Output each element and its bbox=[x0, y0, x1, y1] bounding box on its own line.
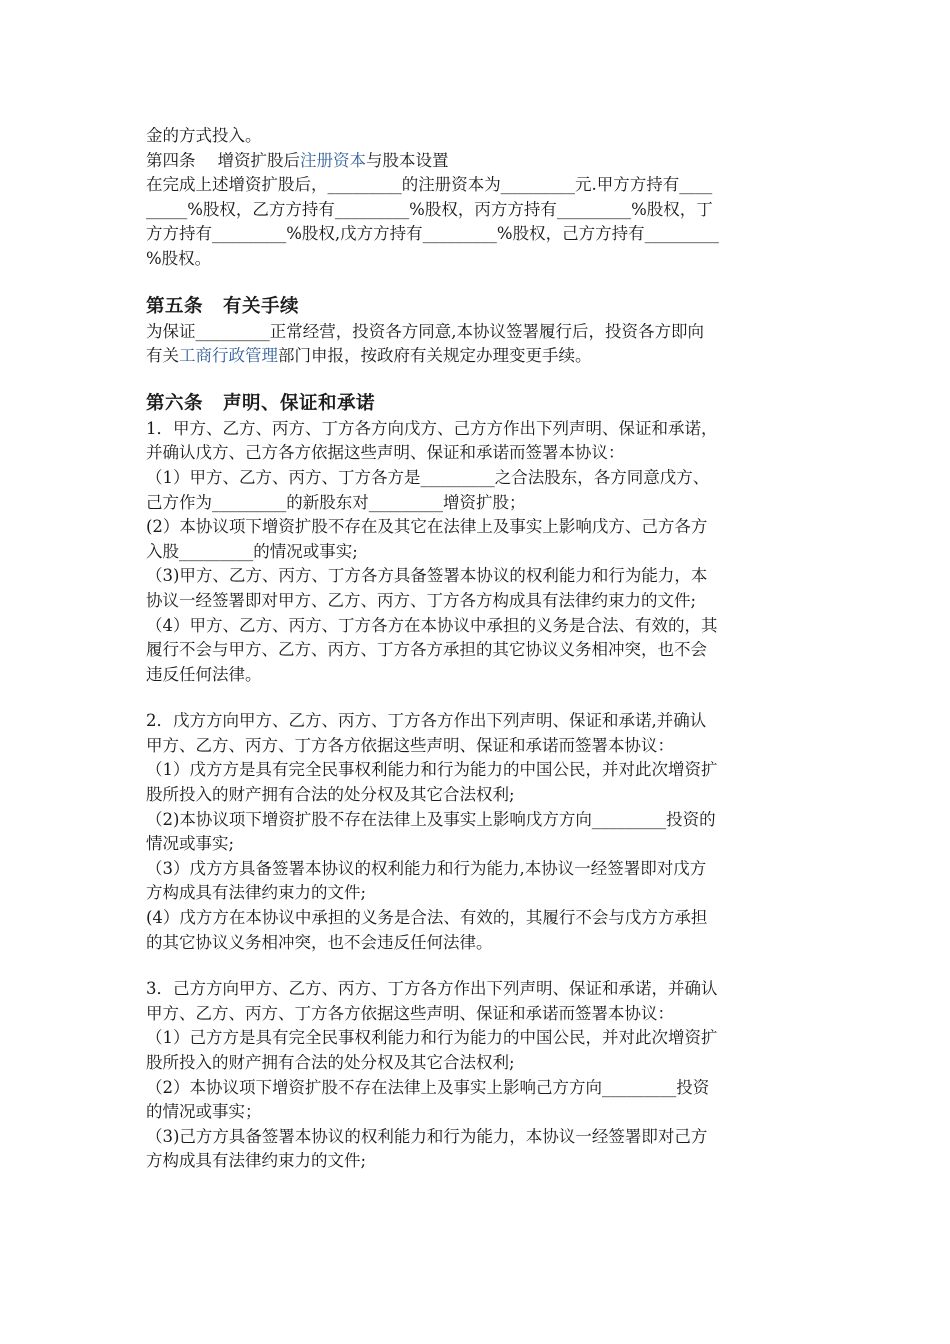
text-line: 为保证_________正常经营，投资各方同意,本协议签署履行后，投资各方即向 bbox=[146, 321, 704, 341]
text-line: 方方持有_________%股权,戊方方持有_________%股权，己方方持有_________ bbox=[146, 224, 719, 244]
text-line: 方构成具有法律约束力的文件; bbox=[146, 1151, 367, 1171]
registered-capital-link[interactable]: 注册资本 bbox=[300, 150, 366, 170]
article-6-heading bbox=[146, 391, 808, 417]
text-line: %股权。 bbox=[146, 248, 212, 268]
text-line: (2）本协议项下增资扩股不存在及其它在法律上及事实上影响戊方、己方各方 bbox=[146, 517, 708, 537]
text-line: 情况或事实; bbox=[146, 834, 235, 854]
text-line: 己方作为_________的新股东对_________增资扩股； bbox=[146, 492, 526, 512]
text-line: 的情况或事实； bbox=[146, 1102, 262, 1122]
article-number: 第六条 bbox=[146, 392, 204, 414]
text-line: （3）戊方方具备签署本协议的权利能力和行为能力,本协议一经签署即对戊方 bbox=[146, 858, 707, 878]
paragraph: 金的方式投入。 bbox=[146, 126, 262, 145]
text-line: 入股_________的情况或事实; bbox=[146, 541, 358, 561]
text-line: （1）甲方、乙方、丙方、丁方各方是_________之合法股东，各方同意戊方、 bbox=[146, 467, 710, 487]
article-title: 声明、保证和承诺 bbox=[223, 392, 376, 414]
text-line: 甲方、乙方、丙方、丁方各方依据这些声明、保证和承诺而签署本协议： bbox=[146, 1003, 674, 1023]
text-line: 方构成具有法律约束力的文件; bbox=[146, 883, 367, 903]
text-line: 的其它协议义务相冲突，也不会违反任何法律。 bbox=[146, 932, 493, 952]
article-title-part: 增资扩股后 bbox=[217, 150, 300, 170]
administration-link[interactable]: 工商行政管理 bbox=[179, 346, 278, 366]
text-line: 在完成上述增资扩股后，_________的注册资本为_________元.甲方方持有____ bbox=[146, 175, 713, 195]
text-line: 并确认戊方、己方各方依据这些声明、保证和承诺而签署本协议： bbox=[146, 443, 625, 463]
article-title-part: 与股本设置 bbox=[366, 150, 449, 170]
text-line: （3)甲方、乙方、丙方、丁方各方具备签署本协议的权利能力和行为能力，本 bbox=[146, 566, 708, 586]
text-line: _____%股权，乙方方持有_________%股权，丙方方持有_________%股权，丁 bbox=[146, 199, 713, 219]
article-number: 第四条 bbox=[146, 150, 196, 170]
text-line: 1．甲方、乙方、丙方、丁方各方向戊方、己方方作出下列声明、保证和承诺， bbox=[146, 418, 718, 438]
text-line: （2）本协议项下增资扩股不存在法律上及事实上影响己方方向_________投资 bbox=[146, 1077, 710, 1097]
text-fragment: 有关 bbox=[146, 346, 179, 366]
text-line: （1）戊方方是具有完全民事权利能力和行为能力的中国公民，并对此次增资扩 bbox=[146, 760, 718, 780]
text-line: (4）戊方方在本协议中承担的义务是合法、有效的，其履行不会与戊方方承担 bbox=[146, 908, 708, 928]
article-number: 第五条 bbox=[146, 295, 204, 317]
text-line: 股所投入的财产拥有合法的处分权及其它合法权利; bbox=[146, 785, 515, 805]
text-line: 违反任何法律。 bbox=[146, 664, 262, 684]
text-line: 2．戊方方向甲方、乙方、丙方、丁方各方作出下列声明、保证和承诺,并确认 bbox=[146, 711, 707, 731]
text-line: 3．己方方向甲方、乙方、丙方、丁方各方作出下列声明、保证和承诺，并确认 bbox=[146, 979, 718, 999]
document-page bbox=[146, 124, 808, 1174]
article-title: 有关手续 bbox=[223, 295, 300, 317]
text-line: 履行不会与甲方、乙方、丙方、丁方各方承担的其它协议义务相冲突，也不会 bbox=[146, 640, 707, 660]
text-fragment: 部门申报，按政府有关规定办理变更手续。 bbox=[278, 346, 592, 366]
text-line: （3)己方方具备签署本协议的权利能力和行为能力，本协议一经签署即对己方 bbox=[146, 1126, 708, 1146]
text-line: （2)本协议项下增资扩股不存在法律上及事实上影响戊方方向_________投资的 bbox=[146, 809, 716, 829]
text-line bbox=[146, 344, 808, 369]
text-line: （1）己方方是具有完全民事权利能力和行为能力的中国公民，并对此次增资扩 bbox=[146, 1028, 718, 1048]
text-line: 协议一经签署即对甲方、乙方、丙方、丁方各方构成具有法律约束力的文件; bbox=[146, 590, 697, 610]
article-4-heading bbox=[146, 149, 808, 174]
text-line: （4）甲方、乙方、丙方、丁方各方在本协议中承担的义务是合法、有效的，其 bbox=[146, 615, 718, 635]
text-line: 股所投入的财产拥有合法的处分权及其它合法权利; bbox=[146, 1053, 515, 1072]
article-5-heading bbox=[146, 294, 808, 320]
text-line: 甲方、乙方、丙方、丁方各方依据这些声明、保证和承诺而签署本协议： bbox=[146, 735, 674, 755]
